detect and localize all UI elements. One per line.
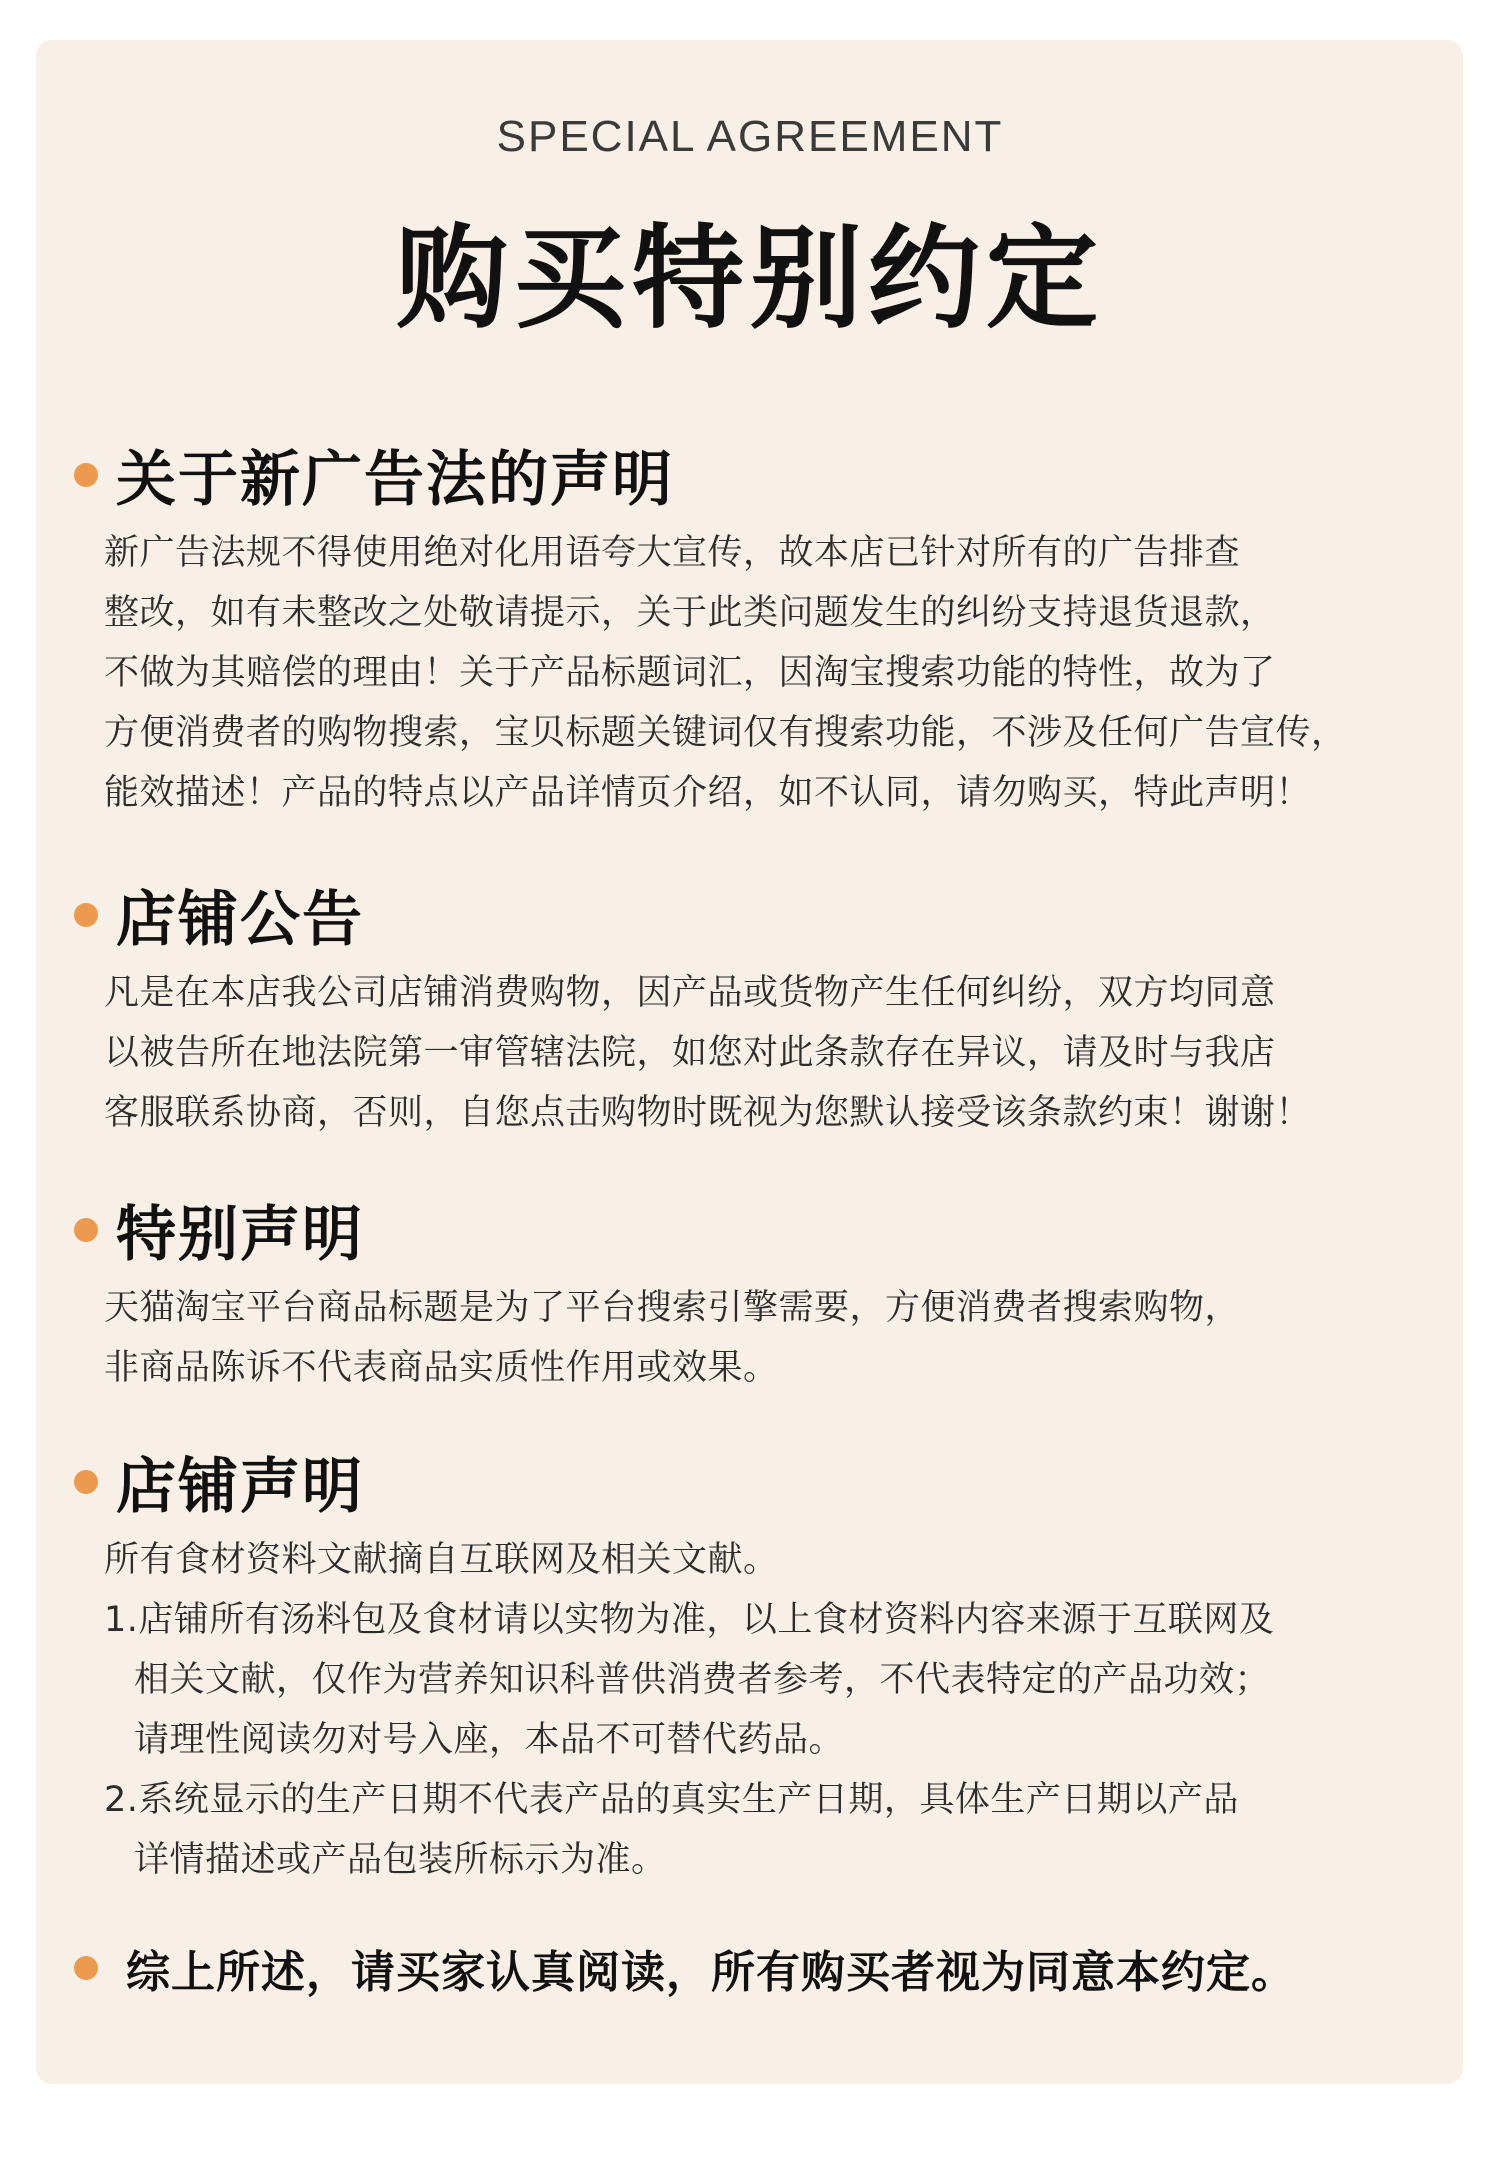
body-line: 非商品陈诉不代表商品实质性作用或效果。 — [104, 1348, 779, 1388]
summary-statement — [74, 1930, 1454, 2006]
body-line: 所有食材资料文献摘自互联网及相关文献。 — [104, 1540, 779, 1580]
body-line: 凡是在本店我公司店铺消费购物，因产品或货物产生任何纠纷，双方均同意 — [104, 973, 1276, 1013]
bullet-dot-icon — [74, 463, 98, 487]
section-ad-law-statement — [74, 435, 1454, 823]
body-line: 能效描述！产品的特点以产品详情页介绍，如不认同，请勿购买，特此声明！ — [104, 773, 1312, 813]
body-line: 客服联系协商，否则，自您点击购物时既视为您默认接受该条款约束！谢谢！ — [104, 1093, 1312, 1133]
section-heading-text: 店铺声明 — [116, 1452, 364, 1522]
section-body — [104, 963, 1454, 1143]
body-line: 详情描述或产品包装所标示为准。 — [134, 1840, 667, 1880]
section-heading — [74, 435, 1454, 515]
body-line: 相关文献，仅作为营养知识科普供消费者参考，不代表特定的产品功效； — [134, 1660, 1271, 1700]
section-heading-text: 店铺公告 — [116, 885, 364, 955]
body-line: 整改，如有未整改之处敬请提示，关于此类问题发生的纠纷支持退货退款， — [104, 593, 1276, 633]
body-line: 2.系统显示的生产日期不代表产品的真实生产日期，具体生产日期以产品 — [104, 1780, 1239, 1820]
bullet-dot-icon — [74, 1218, 98, 1242]
bullet-dot-icon — [74, 1956, 98, 1980]
section-store-statement — [74, 1442, 1454, 1890]
section-body — [104, 1530, 1454, 1890]
eyebrow-subtitle: SPECIAL AGREEMENT — [496, 112, 1004, 161]
body-line: 天猫淘宝平台商品标题是为了平台搜索引擎需要，方便消费者搜索购物， — [104, 1288, 1241, 1328]
section-store-announcement — [74, 875, 1454, 1143]
page-title: 购买特别约定 — [396, 214, 1104, 344]
section-body — [104, 1278, 1454, 1398]
section-heading — [74, 1190, 1454, 1270]
section-special-statement — [74, 1190, 1454, 1398]
body-line: 请理性阅读勿对号入座，本品不可替代药品。 — [134, 1720, 845, 1760]
section-heading-text: 特别声明 — [116, 1200, 364, 1270]
section-heading-text: 关于新广告法的声明 — [116, 445, 674, 515]
section-body — [104, 523, 1454, 823]
body-line: 方便消费者的购物搜索，宝贝标题关键词仅有搜索功能，不涉及任何广告宣传， — [104, 713, 1347, 753]
bullet-dot-icon — [74, 903, 98, 927]
body-line: 1.店铺所有汤料包及食材请以实物为准，以上食材资料内容来源于互联网及 — [104, 1600, 1275, 1640]
body-line: 不做为其赔偿的理由！关于产品标题词汇，因淘宝搜索功能的特性，故为了 — [104, 653, 1276, 693]
bullet-dot-icon — [74, 1470, 98, 1494]
body-line: 新广告法规不得使用绝对化用语夸大宣传，故本店已针对所有的广告排查 — [104, 533, 1241, 573]
section-heading — [74, 875, 1454, 955]
section-heading — [74, 1442, 1454, 1522]
body-line: 以被告所在地法院第一审管辖法院，如您对此条款存在异议，请及时与我店 — [104, 1033, 1276, 1073]
summary-text: 综上所述，请买家认真阅读，所有购买者视为同意本约定。 — [126, 1947, 1296, 1998]
